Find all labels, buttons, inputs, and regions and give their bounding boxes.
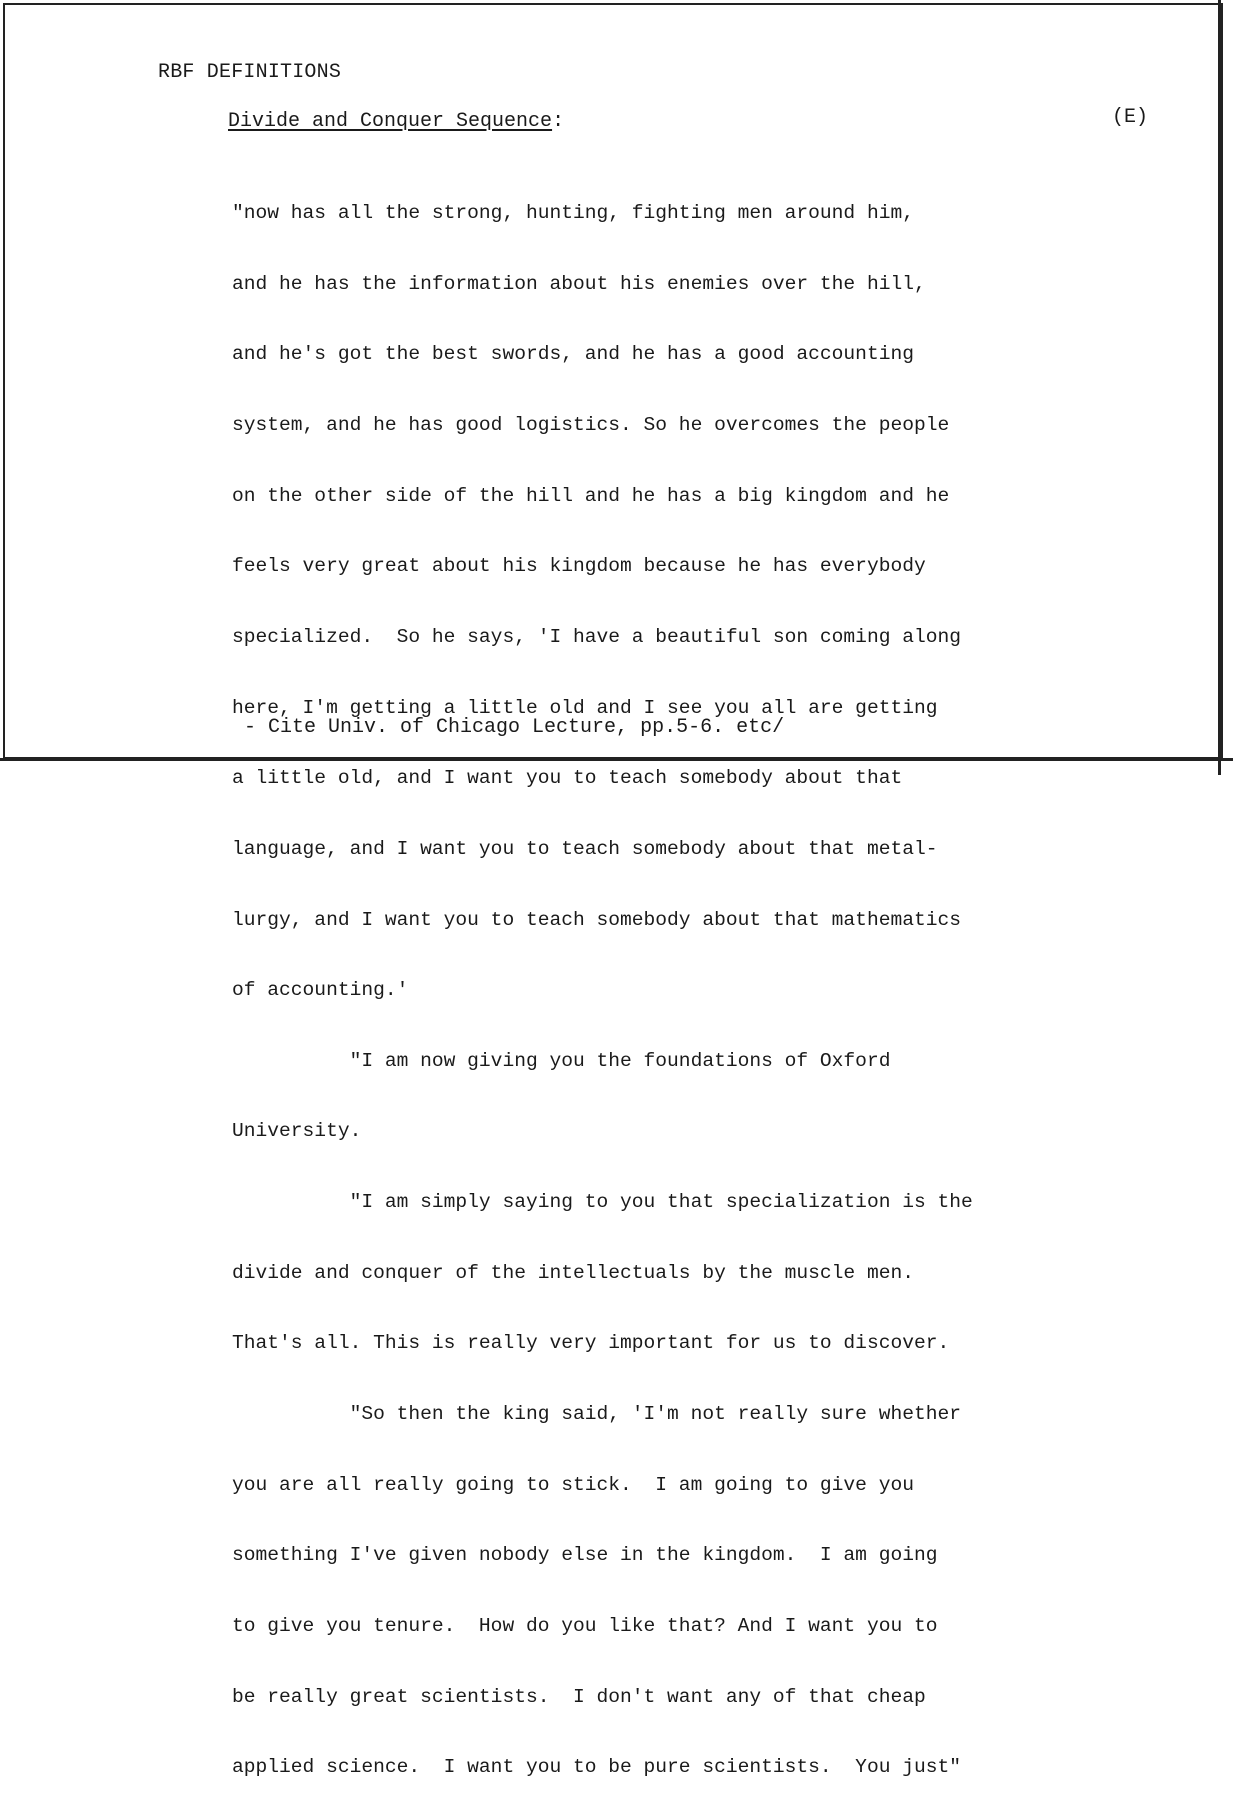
section-title-colon: : <box>552 110 565 133</box>
quote-line: be really great scientists. I don't want any of that cheap <box>232 1685 926 1708</box>
quote-line: language, and I want you to teach somebody about that metal- <box>232 837 938 860</box>
right-border <box>1218 0 1221 775</box>
citation: - Cite Univ. of Chicago Lecture, pp.5-6. etc/ <box>244 716 785 739</box>
quote-line: "So then the king said, 'I'm not really sure whether <box>232 1402 962 1425</box>
quote-line: That's all. This is really very important for us to discover. <box>232 1332 950 1355</box>
category-code: (E) <box>1112 106 1149 129</box>
quote-line: a little old, and I want you to teach somebody about that <box>232 767 903 790</box>
page-header: RBF DEFINITIONS <box>158 61 342 84</box>
quote-line: to give you tenure. How do you like that? And I want you to <box>232 1614 938 1637</box>
quote-line: "I am now giving you the foundations of Oxford <box>232 1049 891 1072</box>
quote-line: you are all really going to stick. I am going to give you <box>232 1473 914 1496</box>
quote-line: on the other side of the hill and he has a big kingdom and he <box>232 484 950 507</box>
quote-line: feels very great about his kingdom because he has everybody <box>232 555 926 578</box>
section-heading <box>228 110 564 133</box>
quote-line: divide and conquer of the intellectuals by the muscle men. <box>232 1261 914 1284</box>
quote-block <box>232 155 1182 1803</box>
quote-line: University. <box>232 1120 362 1143</box>
quote-line: "I am simply saying to you that specialization is the <box>232 1191 973 1214</box>
quote-line: and he's got the best swords, and he has a good accounting <box>232 343 914 366</box>
quote-line: "now has all the strong, hunting, fighting men around him, <box>232 202 914 225</box>
quote-line: lurgy, and I want you to teach somebody about that mathematics <box>232 908 962 931</box>
quote-line: specialized. So he says, 'I have a beautiful son coming along <box>232 625 962 648</box>
quote-line: something I've given nobody else in the kingdom. I am going <box>232 1544 938 1567</box>
quote-line: applied science. I want you to be pure scientists. You just" <box>232 1756 962 1779</box>
quote-line: of accounting.' <box>232 979 409 1002</box>
quote-line: and he has the information about his enemies over the hill, <box>232 272 926 295</box>
section-title: Divide and Conquer Sequence <box>228 110 553 133</box>
quote-line: here, I'm getting a little old and I see you all are getting <box>232 696 938 719</box>
quote-line: system, and he has good logistics. So he overcomes the people <box>232 414 950 437</box>
